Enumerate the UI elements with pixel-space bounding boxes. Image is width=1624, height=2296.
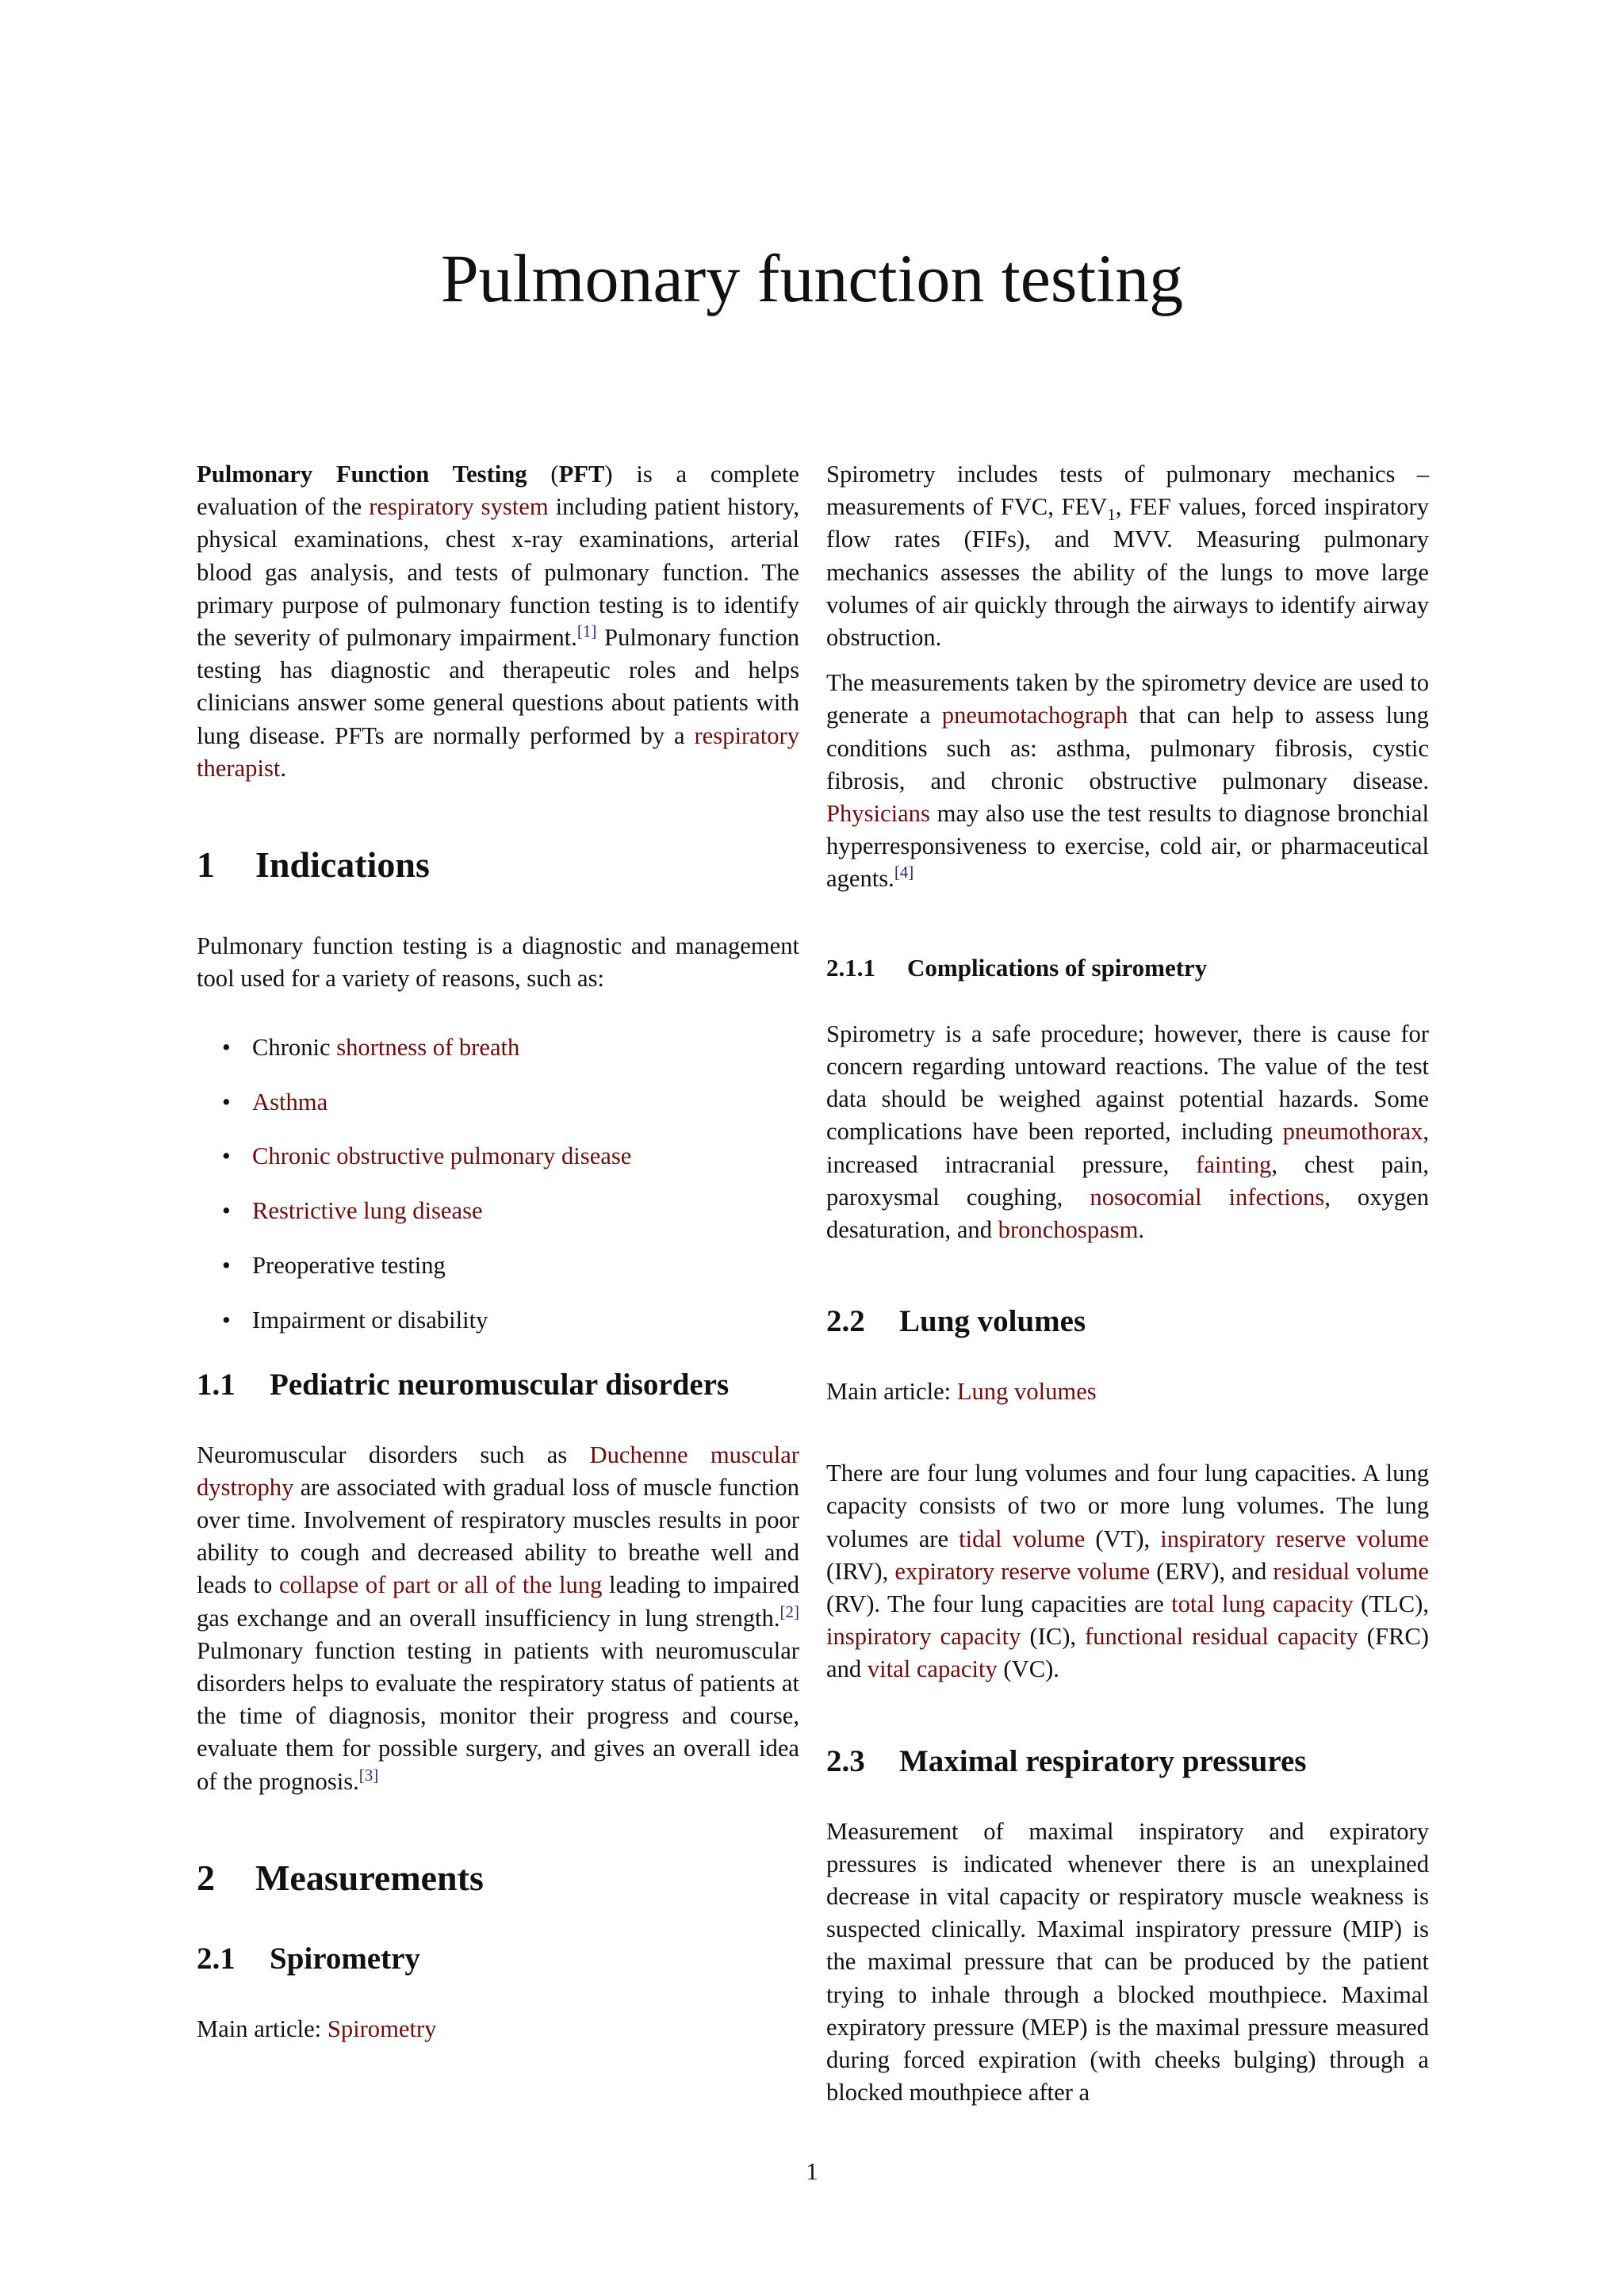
list-item — [197, 1195, 799, 1227]
bold-term: Pulmonary Function Testing — [197, 461, 527, 488]
link-spirometry[interactable]: Spirometry — [327, 2015, 437, 2043]
link-total-lung-capacity[interactable]: total lung capacity — [1171, 1590, 1354, 1618]
fev-subscript: 1 — [1107, 505, 1116, 525]
link-shortness-of-breath[interactable]: shortness of breath — [336, 1034, 520, 1062]
spirometry-paragraph-2: The measurements taken by the spirometry device are used to generate a pneumotachograph that can help to assess lung conditions such as: asthma, pulmonary fibrosis, cystic fibrosis, and chronic obstructive pulmonary disease. Physicians may also use the test results to diagnose bronchial hyperresponsiveness to exercise, cold air, or pharmaceutical agents.[4] — [826, 669, 1429, 893]
link-asthma[interactable]: Asthma — [252, 1088, 328, 1115]
list-item: • Chronic shortness of breath — [197, 1031, 799, 1064]
spirometry-paragraph-1: Spirometry includes tests of pulmonary mechanics – measurements of FVC, $FEV_1$, FEF values, forced inspiratory flow rates (FIFs), and MVV. Measuring pulmonary mechanics assesses the ability of the lungs to move large volumes of air quickly through the airways to identify airway obstruction. — [826, 461, 1429, 652]
link-lung-volumes[interactable]: Lung volumes — [956, 1378, 1097, 1406]
maximal-pressures-paragraph: Measurement of maximal inspiratory and expiratory pressures is indicated whenever there is an unexplained decrease in vital capacity or respiratory muscle weakness is suspected clinically. Maximal inspiratory pressure (MIP) is the maximal pressure that can be produced by the patient trying to inhale through a blocked mouthpiece. Maximal expiratory pressure (MEP) is the maximal pressure measured during forced expiration (with cheeks bulging) through a blocked mouthpiece after a — [826, 1817, 1429, 2107]
lung-volumes-main-article: Main article: Lung volumes — [826, 1378, 1097, 1406]
link-copd[interactable]: Chronic obstructive pulmonary disease — [252, 1142, 632, 1170]
link-pneumothorax[interactable]: pneumothorax — [1282, 1118, 1423, 1146]
list-item — [197, 1086, 799, 1119]
section-heading-indications: 1 Indications — [197, 844, 430, 886]
link-restrictive-lung-disease[interactable]: Restrictive lung disease — [252, 1197, 483, 1225]
ref-1[interactable]: [1] — [576, 621, 597, 641]
abbr: PFT — [558, 461, 605, 488]
list-item — [197, 1140, 799, 1173]
link-duchenne[interactable]: Duchenne muscular dystrophy — [197, 1441, 799, 1501]
bullet-icon: • — [222, 1034, 231, 1062]
link-respiratory-therapist[interactable]: respiratory therapist — [197, 721, 799, 782]
link-inspiratory-reserve-volume[interactable]: inspiratory reserve volume — [1160, 1525, 1429, 1552]
lung-volumes-paragraph: There are four lung volumes and four lung capacities. A lung capacity consists of two or more lung volumes. The lung volumes are tidal volume (VT), inspiratory reserve volume (IRV), expiratory reserve volume (ERV), and residual volume (RV). The four lung capacities are total lung capacity (TLC), inspiratory capacity (IC), functional residual capacity (FRC) and vital capacity (VC). — [826, 1460, 1429, 1683]
ref-2[interactable]: [2] — [779, 1601, 799, 1621]
right-column — [826, 458, 1429, 2109]
bullet-icon: • — [222, 1306, 231, 1334]
bullet-icon: • — [222, 1197, 231, 1225]
pediatric-paragraph: Neuromuscular disorders such as Duchenne muscular dystrophy are associated with gradual loss of muscle function over time. Involvement of respiratory muscles results in poor ability to cough and decreased ability to breathe well and leads to collapse of part or all of the lung leading to impaired gas exchange and an overall insufficiency in lung strength.[2] Pulmonary function testing in patients with neuromuscular disorders helps to evaluate the respiratory status of patients at the time of diagnosis, monitor their progress and course, evaluate them for possible surgery, and gives an overall idea of the prognosis.[3] — [197, 1441, 799, 1795]
link-expiratory-reserve-volume[interactable]: expiratory reserve volume — [894, 1557, 1151, 1585]
bullet-icon: • — [222, 1251, 231, 1279]
left-column — [197, 458, 799, 2046]
link-nosocomial-infections[interactable]: nosocomial infections — [1090, 1183, 1325, 1211]
link-residual-volume[interactable]: residual volume — [1273, 1557, 1429, 1585]
link-bronchospasm[interactable]: bronchospasm — [998, 1215, 1139, 1243]
list-item: • Preoperative testing — [197, 1249, 799, 1282]
bullet-icon: • — [222, 1088, 231, 1115]
page-title: Pulmonary function testing — [440, 240, 1184, 316]
link-inspiratory-capacity[interactable]: inspiratory capacity — [826, 1623, 1021, 1651]
link-vital-capacity[interactable]: vital capacity — [867, 1655, 998, 1683]
indications-list — [197, 1031, 799, 1337]
section-heading-measurements: 2 Measurements — [197, 1857, 484, 1898]
link-lung-collapse[interactable]: collapse of part or all of the lung — [279, 1571, 603, 1599]
link-physicians[interactable]: Physicians — [826, 800, 930, 828]
indications-paragraph: Pulmonary function testing is a diagnostic and management tool used for a variety of reasons, such as: — [197, 932, 799, 992]
complications-paragraph: Spirometry is a safe procedure; however, there is cause for concern regarding untoward reactions. The value of the test data should be weighed against potential hazards. Some complications have been reported, including pneumothorax, increased intracranial pressure, fainting, chest pain, paroxysmal coughing, nosocomial infections, oxygen desaturation, and bronchospasm. — [826, 1020, 1429, 1243]
list-item: • Impairment or disability — [197, 1304, 799, 1337]
subsection-heading-pediatric: 1.1 Pediatric neuromuscular disorders — [197, 1367, 730, 1402]
link-pneumotachograph[interactable]: pneumotachograph — [941, 702, 1128, 729]
subsubsection-heading-complications: 2.1.1 Complications of spirometry — [826, 953, 1208, 982]
subsection-heading-maximal-pressures: 2.3 Maximal respiratory pressures — [826, 1743, 1307, 1778]
subsection-heading-lung-volumes: 2.2 Lung volumes — [826, 1304, 1086, 1339]
link-fainting[interactable]: fainting — [1196, 1150, 1272, 1178]
ref-3[interactable]: [3] — [358, 1765, 379, 1785]
link-functional-residual-capacity[interactable]: functional residual capacity — [1085, 1623, 1358, 1651]
intro-paragraph: Pulmonary Function Testing (PFT) is a complete evaluation of the respiratory system including patient history, physical examinations, chest x-ray examinations, arterial blood gas analysis, and tests of pulmonary function. The primary purpose of pulmonary function testing is to identify the severity of pulmonary impairment.[1] Pulmonary function testing has diagnostic and therapeutic roles and helps clinicians answer some general questions about patients with lung disease. PFTs are normally performed by a respiratory therapist. — [197, 461, 800, 782]
link-respiratory-system[interactable]: respiratory system — [369, 493, 549, 521]
page-number: 1 — [806, 2158, 818, 2185]
subsection-heading-spirometry: 2.1 Spirometry — [197, 1942, 420, 1976]
spirometry-main-article: Main article: Spirometry — [197, 2015, 437, 2043]
ref-4[interactable]: [4] — [894, 863, 914, 882]
bullet-icon: • — [222, 1142, 231, 1170]
link-tidal-volume[interactable]: tidal volume — [959, 1525, 1086, 1552]
